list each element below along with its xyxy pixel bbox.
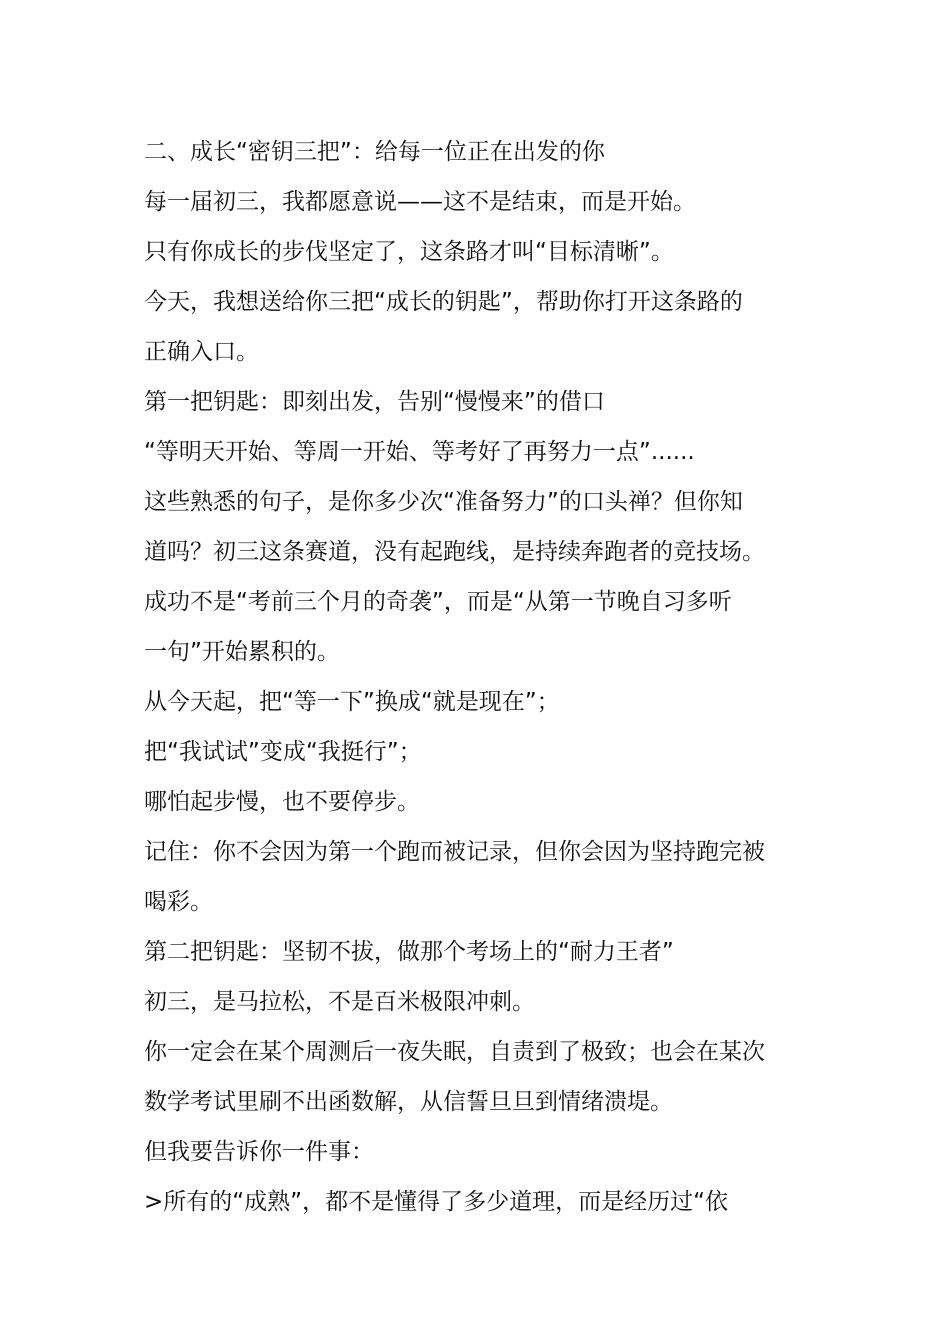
paragraph-line: 把“我试试”变成“我挺行”； — [144, 739, 422, 765]
section-heading: 二、成长“密钥三把”：给每一位正在出发的你 — [144, 139, 605, 165]
paragraph-line: 喝彩。 — [144, 889, 213, 915]
paragraph-line: 这些熟悉的句子，是你多少次“准备努力”的口头禅？但你知 — [144, 489, 743, 515]
paragraph-line: 道吗？初三这条赛道，没有起跑线，是持续奔跑者的竞技场。 — [144, 539, 765, 565]
quote-line: >所有的“成熟”，都不是懂得了多少道理，而是经历过“依 — [144, 1189, 729, 1215]
paragraph-line: 每一届初三，我都愿意说——这不是结束，而是开始。 — [144, 189, 696, 215]
document-body — [144, 127, 814, 1227]
paragraph-line: 数学考试里刷不出函数解，从信誓旦旦到情绪溃堤。 — [144, 1089, 673, 1115]
key-heading-1: 第一把钥匙：即刻出发，告别“慢慢来”的借口 — [144, 389, 605, 415]
paragraph-line: 但我要告诉你一件事： — [144, 1139, 374, 1165]
paragraph-line: 只有你成长的步伐坚定了，这条路才叫“目标清晰”。 — [144, 239, 674, 265]
key-heading-2: 第二把钥匙：坚韧不拔，做那个考场上的“耐力王者” — [144, 939, 674, 965]
paragraph-line: 初三，是马拉松，不是百米极限冲刺。 — [144, 989, 535, 1015]
paragraph-line: 正确入口。 — [144, 339, 259, 365]
paragraph-line: 一句”开始累积的。 — [144, 639, 340, 665]
paragraph-line: 从今天起，把“等一下”换成“就是现在”； — [144, 689, 560, 715]
paragraph-line: 今天，我想送给你三把“成长的钥匙”，帮助你打开这条路的 — [144, 289, 743, 315]
paragraph-line: 成功不是“考前三个月的奇袭”，而是“从第一节晚自习多听 — [144, 589, 732, 615]
paragraph-line: 记住：你不会因为第一个跑而被记录，但你会因为坚持跑完被 — [144, 839, 765, 865]
paragraph-line: “等明天开始、等周一开始、等考好了再努力一点”...... — [144, 439, 695, 465]
paragraph-line: 哪怕起步慢，也不要停步。 — [144, 789, 420, 815]
paragraph-line: 你一定会在某个周测后一夜失眠，自责到了极致；也会在某次 — [144, 1039, 765, 1065]
